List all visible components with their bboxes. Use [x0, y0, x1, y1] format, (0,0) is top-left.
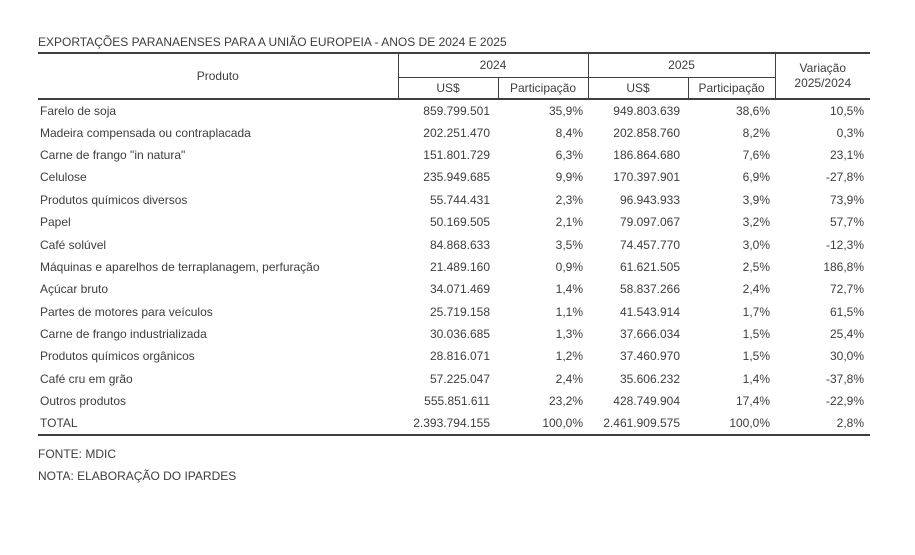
variacao-label-line2: 2025/2024 [794, 76, 852, 90]
variacao-cell: 25,4% [830, 327, 865, 342]
column-header-usd-2025: US$ [588, 77, 688, 99]
variacao-cell: 61,5% [830, 304, 865, 319]
table-row [38, 189, 870, 211]
participacao-2025-cell: 1,4% [742, 371, 771, 386]
exports-table [38, 52, 870, 436]
participacao-2025-cell: 1,7% [742, 304, 771, 319]
usd-2025-cell: 37.666.034 [619, 327, 681, 342]
usd-2025-cell: 41.543.914 [619, 304, 681, 319]
usd-2025-cell: 96.943.933 [619, 192, 681, 207]
variacao-label-line1: Variação [799, 61, 847, 75]
product-cell: Açúcar bruto [40, 282, 109, 297]
table-row [38, 233, 870, 255]
column-header-produto: Produto [38, 53, 398, 99]
usd-2024-cell: 34.071.469 [429, 282, 490, 297]
usd-2024-cell: 202.251.470 [423, 125, 490, 140]
variacao-cell: 186,8% [823, 259, 865, 274]
table-header [38, 53, 870, 99]
table-row [38, 368, 870, 390]
variacao-cell: 72,7% [830, 282, 865, 297]
table-row [38, 166, 870, 188]
usd-2025-cell: 37.460.970 [619, 349, 681, 364]
participacao-2025-cell: 1,5% [742, 349, 771, 364]
column-header-usd-2024: US$ [398, 77, 498, 99]
table-row [38, 345, 870, 367]
participacao-2025-cell: 3,2% [742, 215, 771, 230]
product-cell: Outros produtos [40, 394, 127, 409]
usd-2025-cell: 202.858.760 [613, 125, 681, 140]
usd-2024-cell: 21.489.160 [429, 259, 490, 274]
table-row [38, 144, 870, 166]
participacao-2024-cell: 9,9% [555, 170, 584, 185]
participacao-2025-cell: 1,5% [742, 327, 771, 342]
usd-2024-cell: 28.816.071 [429, 349, 490, 364]
column-header-participacao-2025: Participação [688, 77, 775, 99]
table-row [38, 121, 870, 143]
participacao-2025-cell: 17,4% [736, 394, 771, 409]
participacao-2025-cell: 2,4% [742, 282, 771, 297]
variacao-cell: 57,7% [830, 215, 865, 230]
participacao-2025-cell: 38,6% [736, 103, 771, 118]
table-row [38, 211, 870, 233]
usd-2025-cell: 170.397.901 [613, 170, 681, 185]
column-header-2024: 2024 [398, 53, 588, 77]
product-cell: Farelo de soja [40, 103, 117, 118]
usd-2025-cell: 79.097.067 [619, 215, 681, 230]
usd-2024-cell: 859.799.501 [423, 103, 490, 118]
variacao-cell: 0,3% [836, 125, 865, 140]
product-cell: Carne de frango "in natura" [40, 147, 186, 162]
usd-2025-cell: 58.837.266 [619, 282, 681, 297]
variacao-cell: 2,8% [775, 412, 870, 434]
header-group-row [38, 53, 870, 77]
participacao-2024-cell: 1,3% [555, 327, 584, 342]
usd-2025-cell: 74.457.770 [619, 237, 681, 252]
variacao-cell: 73,9% [830, 192, 865, 207]
participacao-2024-cell: 35,9% [548, 103, 584, 118]
product-cell: TOTAL [38, 412, 398, 434]
usd-2024-cell: 50.169.505 [429, 215, 490, 230]
usd-2024-cell: 25.719.158 [429, 304, 490, 319]
usd-2024-cell: 2.393.794.155 [398, 412, 498, 434]
column-header-variacao [775, 53, 870, 99]
product-cell: Máquinas e aparelhos de terraplanagem, perfuração [40, 259, 320, 274]
variacao-cell: -27,8% [826, 170, 865, 185]
participacao-2025-cell: 2,5% [742, 259, 771, 274]
table-body [38, 99, 870, 435]
participacao-2024-cell: 0,9% [555, 259, 584, 274]
usd-2024-cell: 235.949.685 [423, 170, 490, 185]
usd-2025-cell: 186.864.680 [613, 147, 681, 162]
table-row [38, 301, 870, 323]
usd-2024-cell: 555.851.611 [424, 394, 490, 409]
usd-2025-cell: 61.621.505 [619, 259, 681, 274]
usd-2025-cell: 2.461.909.575 [588, 412, 688, 434]
usd-2024-cell: 57.225.047 [429, 371, 490, 386]
source-note: FONTE: MDIC [38, 446, 116, 461]
column-header-2025: 2025 [588, 53, 775, 77]
participacao-2025-cell: 6,9% [742, 170, 771, 185]
product-cell: Café cru em grão [40, 371, 133, 386]
product-cell: Partes de motores para veículos [40, 304, 213, 319]
table-footer [38, 443, 915, 487]
participacao-2024-cell: 6,3% [555, 147, 584, 162]
participacao-2025-cell: 3,9% [742, 192, 771, 207]
usd-2024-cell: 30.036.685 [429, 327, 490, 342]
variacao-cell: -22,9% [826, 394, 865, 409]
table-row [38, 278, 870, 300]
product-cell: Produtos químicos orgânicos [40, 349, 195, 364]
table-row [38, 390, 870, 412]
participacao-2024-cell: 100,0% [498, 412, 588, 434]
table-title: EXPORTAÇÕES PARANAENSES PARA A UNIÃO EUROPEIA - ANOS DE 2024 E 2025 [38, 35, 507, 49]
usd-2024-cell: 55.744.431 [429, 192, 490, 207]
usd-2024-cell: 84.868.633 [429, 237, 490, 252]
variacao-cell: 23,1% [830, 147, 865, 162]
product-cell: Produtos químicos diversos [40, 192, 188, 207]
participacao-2024-cell: 3,5% [555, 237, 584, 252]
table-row [38, 256, 870, 278]
participacao-2024-cell: 1,2% [555, 349, 584, 364]
table-row [38, 323, 870, 345]
usd-2025-cell: 949.803.639 [613, 103, 681, 118]
participacao-2025-cell: 8,2% [742, 125, 771, 140]
column-header-participacao-2024: Participação [498, 77, 588, 99]
variacao-cell: -12,3% [826, 237, 865, 252]
elaboration-note: NOTA: ELABORAÇÃO DO IPARDES [38, 468, 237, 483]
variacao-cell: 30,0% [830, 349, 865, 364]
total-row [38, 412, 870, 434]
variacao-cell: -37,8% [826, 371, 865, 386]
participacao-2024-cell: 23,2% [548, 394, 584, 409]
variacao-cell: 10,5% [830, 103, 865, 118]
product-cell: Madeira compensada ou contraplacada [40, 125, 251, 140]
participacao-2024-cell: 1,1% [555, 304, 584, 319]
participacao-2025-cell: 7,6% [742, 147, 771, 162]
product-cell: Carne de frango industrializada [40, 327, 207, 342]
usd-2024-cell: 151.801.729 [423, 147, 490, 162]
participacao-2025-cell: 3,0% [742, 237, 771, 252]
participacao-2024-cell: 8,4% [555, 125, 584, 140]
participacao-2024-cell: 1,4% [555, 282, 584, 297]
participacao-2025-cell: 100,0% [688, 412, 775, 434]
product-cell: Café solúvel [40, 237, 107, 252]
participacao-2024-cell: 2,3% [555, 192, 584, 207]
usd-2025-cell: 35.606.232 [619, 371, 681, 386]
product-cell: Papel [40, 215, 71, 230]
usd-2025-cell: 428.749.904 [613, 394, 681, 409]
participacao-2024-cell: 2,1% [555, 215, 584, 230]
participacao-2024-cell: 2,4% [555, 371, 584, 386]
table-row [38, 99, 870, 121]
product-cell: Celulose [40, 170, 87, 185]
